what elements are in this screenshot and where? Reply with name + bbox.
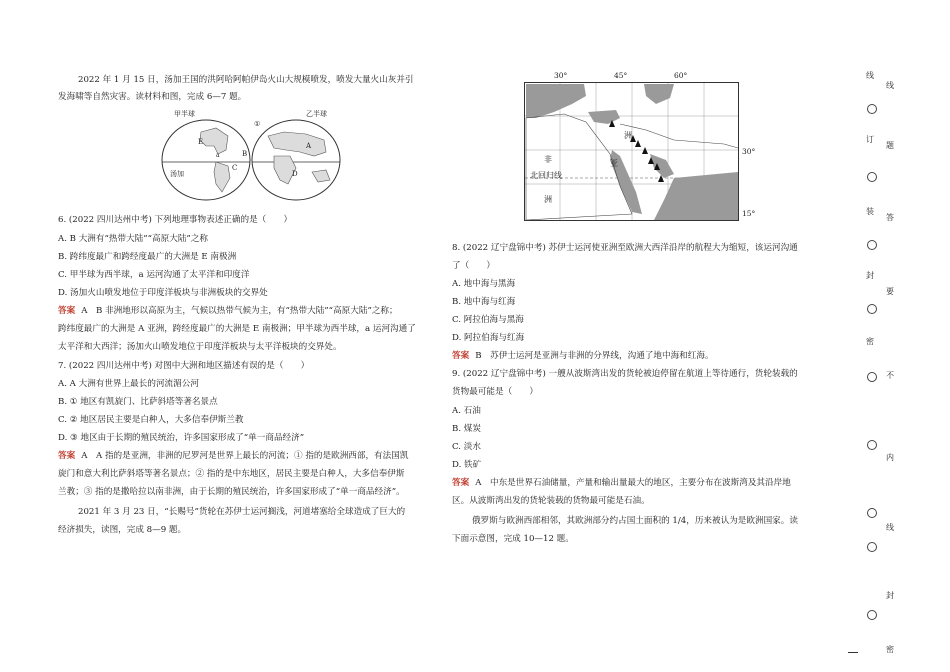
q6-answer-line-2: 跨纬度最广的大洲是 A 亚洲，跨经度最广的大洲是 E 南极洲；甲半球为西半球，a 运河沟通了: [58, 324, 416, 334]
margin-inner-char-9: 密: [886, 645, 894, 654]
q9-option-b: B. 煤炭: [452, 424, 481, 434]
q7-answer-line-1: [58, 450, 408, 462]
intro-line-1: 2022 年 1 月 15 日，汤加王国的洪阿哈阿帕伊岛火山大规模喷发，喷发大量火山灰并引: [78, 75, 414, 85]
margin-inner-char-3: 答: [886, 213, 894, 222]
binding-hole-1: [867, 104, 877, 114]
binding-margin-outer: [862, 0, 882, 672]
margin-char-mi: 密: [866, 337, 874, 346]
q9-option-c: C. 淡水: [452, 442, 481, 452]
binding-margin-inner: [884, 0, 900, 672]
q7-answer-line-2: 旋门和意大利比萨斜塔等著名景点；② 指的是中东地区，居民主要是白种人，大多信奉伊斯: [58, 469, 405, 479]
q9-option-d: D. 铁矿: [452, 460, 482, 470]
label-canal-a: a: [216, 152, 220, 159]
intro-line-2: 发海啸等自然灾害。读材料和图，完成 6—7 题。: [58, 92, 247, 102]
intro3-line-2: 下面示意图，完成 10—12 题。: [452, 534, 574, 544]
map-lat-30: 30°: [742, 147, 756, 156]
q7-option-c: C. ② 地区居民主要是白种人，大多信奉伊斯兰教: [58, 415, 244, 425]
q6-answer-line-3: 太平洋和大西洋；汤加火山喷发地位于印度洋板块与太平洋板块的交界处。: [58, 342, 342, 352]
margin-char-feng: 封: [866, 271, 874, 280]
map-lat-15: 15°: [742, 209, 756, 218]
q8-option-d: D. 阿拉伯海与红海: [452, 333, 525, 343]
q9-answer-text-1: A 中东是世界石油储量，产量和输出量最大的地区，主要分布在波斯湾及其沿岸地: [475, 478, 791, 488]
q8-option-c: C. 阿拉伯海与黑海: [452, 315, 524, 325]
q8-answer-text: B 苏伊士运河是亚洲与非洲的分界线，沟通了地中海和红海。: [475, 351, 714, 361]
label-letter-a: A: [306, 142, 312, 150]
margin-inner-char-7: 线: [886, 523, 894, 532]
binding-hole-6: [867, 440, 877, 450]
margin-dash: [848, 652, 858, 653]
label-letter-b: B: [242, 150, 248, 158]
map-label-tropic: 北回归线: [530, 171, 562, 180]
binding-hole-4: [867, 304, 877, 314]
q6-option-b: B. 跨纬度最广和跨经度最广的大洲是 E 南极洲: [58, 252, 237, 262]
q6-answer-line-1: [58, 305, 398, 317]
map-label-zhou-africa: 洲: [544, 195, 552, 204]
hemisphere-figure: [156, 110, 356, 206]
binding-hole-7: [867, 508, 877, 518]
q8-answer-line: [452, 350, 714, 362]
q7-option-b: B. ① 地区有凯旋门、比萨斜塔等著名景点: [58, 397, 218, 407]
q7-answer-line-3: 兰教；③ 指的是撒哈拉以南非洲，由于长期的殖民统治，许多国家形成了“单一商品经济”。: [58, 487, 405, 497]
q8-stem-line-2: 了（ ）: [452, 261, 495, 271]
q7-answer-text-1: A A 指的是亚洲，非洲的尼罗河是世界上最长的河流；① 指的是欧洲西部，有法国凯: [81, 451, 409, 461]
map-lon-60: 60°: [674, 71, 688, 80]
binding-hole-8: [867, 542, 877, 552]
q9-option-a: A. 石油: [452, 406, 481, 416]
margin-inner-char-6: 内: [886, 453, 894, 462]
label-tonga: 汤加: [170, 170, 184, 178]
margin-inner-char-5: 不: [886, 371, 894, 380]
margin-char-zhuang: 装: [866, 207, 874, 216]
q8-option-b: B. 地中海与红海: [452, 297, 516, 307]
q9-stem-line-1: 9. (2022 辽宁盘锦中考) 一艘从波斯湾出发的货轮被迫停留在航道上等待通行，货轮装载的: [452, 369, 798, 379]
map-lon-30: 30°: [554, 71, 568, 80]
label-mark-1: ①: [254, 120, 261, 128]
binding-hole-5: [867, 372, 877, 382]
intro3-line-1: 俄罗斯与欧洲西部相邻，其欧洲部分约占国土面积的 1/4，历来被认为是欧洲国家。读: [472, 516, 798, 526]
q9-stem-line-2: 货物最可能是（ ）: [452, 387, 538, 397]
q6-answer-tag: 答案: [58, 306, 76, 316]
margin-inner-char-8: 封: [886, 591, 894, 600]
margin-char-xian: 线: [866, 71, 874, 80]
q6-option-c: C. 甲半球为西半球，a 运河沟通了太平洋和印度洋: [58, 270, 250, 280]
margin-char-ding: 订: [866, 135, 874, 144]
intro2-line-1: 2021 年 3 月 23 日，“长赐号”货轮在苏伊士运河搁浅，河道堵塞给全球造成了巨大的: [78, 507, 406, 517]
q6-option-d: D. 汤加火山喷发地位于印度洋板块与非洲板块的交界处: [58, 288, 268, 298]
q6-stem: 6. (2022 四川达州中考) 下列地理事物表述正确的是（ ）: [58, 215, 293, 225]
map-label-fei: 非: [544, 155, 552, 164]
q7-option-d: D. ③ 地区由于长期的殖民统治，许多国家形成了“单一商品经济”: [58, 433, 305, 443]
q8-stem-line-1: 8. (2022 辽宁盘锦中考) 苏伊士运河使亚洲至欧洲大西洋沿岸的航程大为缩短，该运河沟通: [452, 243, 798, 253]
q7-stem: 7. (2022 四川达州中考) 对图中大洲和地区描述有误的是（ ）: [58, 361, 310, 371]
intro2-line-2: 经济损失，读图，完成 8—9 题。: [58, 525, 187, 535]
q9-answer-line-1: [452, 477, 791, 489]
map-label-ya: 亚: [610, 159, 618, 168]
q6-option-a: A. B 大洲有“热带大陆”“高原大陆”之称: [58, 234, 209, 244]
label-jia-hemisphere: 甲半球: [174, 110, 195, 118]
map-label-zhou-asia: 洲: [624, 131, 632, 140]
label-yi-hemisphere: 乙半球: [306, 110, 327, 118]
middle-east-map: [524, 71, 794, 228]
label-letter-c: C: [232, 164, 238, 172]
q8-answer-tag: 答案: [452, 351, 470, 361]
margin-inner-char-4: 要: [886, 287, 894, 296]
binding-hole-2: [867, 172, 877, 182]
q6-answer-text-1: A B 非洲地形以高原为主，气候以热带气候为主，有“热带大陆”“高原大陆”之称；: [81, 306, 398, 316]
label-letter-e: D: [292, 170, 298, 178]
q9-answer-tag: 答案: [452, 478, 470, 488]
map-lon-45: 45°: [614, 71, 628, 80]
q8-option-a: A. 地中海与黑海: [452, 279, 516, 289]
q7-answer-tag: 答案: [58, 451, 76, 461]
margin-inner-char-2: 题: [886, 141, 894, 150]
binding-hole-3: [867, 240, 877, 250]
q9-answer-line-2: 区。从波斯湾出发的货轮装载的货物最可能是石油。: [452, 496, 650, 506]
label-letter-d: E: [198, 138, 204, 146]
q7-option-a: A. A 大洲有世界上最长的河流湄公河: [58, 379, 199, 389]
margin-inner-char-1: 线: [886, 81, 894, 90]
binding-hole-9: [867, 610, 877, 620]
